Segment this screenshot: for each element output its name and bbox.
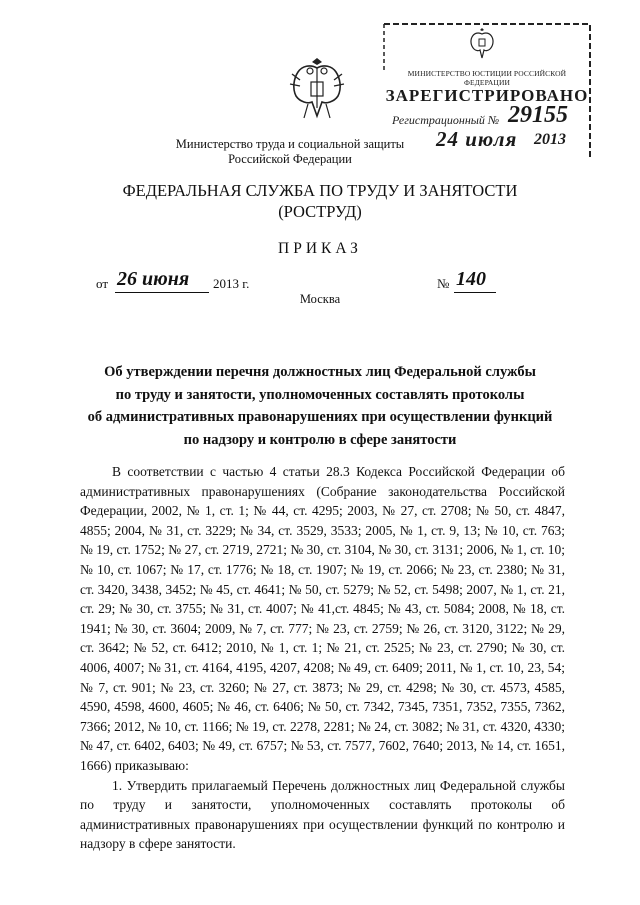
service-title-line-1: ФЕДЕРАЛЬНАЯ СЛУЖБА ПО ТРУДУ И ЗАНЯТОСТИ <box>122 181 518 200</box>
date-prefix: от <box>96 276 109 291</box>
order-title <box>80 361 560 451</box>
number-label: № <box>437 276 450 291</box>
document-type: ПРИКАЗ <box>278 240 362 257</box>
stamp-regnum-label: Регистрационный № <box>392 113 500 127</box>
body-paragraph-item-1: 1. Утвердить прилагаемый Перечень должностных лиц Федеральной службы по труду и занятости, уполномоченных составлять протоколы об административных правонарушениях при осуществлении функций по контролю и надзору в сфере занятости. <box>80 777 565 852</box>
handwritten-number: 140 <box>456 268 486 290</box>
stamp-date-year: 2013 <box>534 131 566 148</box>
order-title-line-1: Об утверждении перечня должностных лиц Федеральной службы <box>104 364 536 380</box>
date-year: 2013 г. <box>213 276 250 291</box>
stamp-handwritten-date: 24 июля <box>436 127 518 151</box>
body-paragraph-preamble: В соответствии с частью 4 статьи 28.3 Кодекса Российской Федерации об административных правонарушениях (Собрание законодательства Российской Федерации, 2002, № 1, ст. 1; № 44, ст. 4295; 2003, № 27, ст. 2708; № 50, ст. 4847, 4855; 2004, № 31, ст. 3229; № 34, ст. 3529, 3533; 2005, № 1, ст. 9, 13; № 10, ст. 763; № 19, ст. 1752; № 27, ст. 2719, 2721; № 30, ст. 3104, № 30, ст. 3131; 2006, № 1, ст. 10; № 10, ст. 1067; № 17, ст. 1776; № 18, ст. 1907; № 19, ст. 2066; № 23, ст. 2380; № 31, ст. 3420, 3438, 3452; № 45, ст. 4641; № 50, ст. 5279; № 52, ст. 5498; 2007, № 1, ст. 21, ст. 29; № 30, ст. 3755; № 31, ст. 4007; № 41,ст. 4845; № 43, ст. 5084; 2008, № 18, ст. 1941; № 30, ст. 3604; 2009, № 7, ст. 777; № 23, ст. 2759; № 26, ст. 3120, 3122; № 29, ст. 3642; № 52, ст. 6412; 2010, № 1, ст. 1; № 21, ст. 2525; № 23, ст. 2790; № 30, ст. 4006, 4007; № 31, ст. 4164, 4195, 4207, 4208; № 49, ст. 6409; 2011, № 1, ст. 10, 23, 54; № 7, ст. 901; № 23, ст. 3260; № 27, ст. 3873; № 29, ст. 4298; № 30, ст. 4573, 4585, 4590, 4598, 4600, 4605; № 46, ст. 6406; № 50, ст. 7342, 7345, 7351, 7352, 7355, 7362, 7366; 2012, № 10, ст. 1166; № 19, ст. 2278, 2281; № 24, ст. 3082; № 31, ст. 4320, 4330; № 47, ст. 6402, 6403; № 49, ст. 6757; № 53, ст. 7577, 7602, 7640; 2013, № 14, ст. 1651, 1666) приказываю: <box>80 464 565 773</box>
order-title-line-3: об административных правонарушениях при осуществлении функций <box>87 409 553 425</box>
ministry-line-1: Министерство труда и социальной защиты <box>175 137 405 151</box>
order-title-line-4: по надзору и контролю в сфере занятости <box>183 431 457 448</box>
ministry-line-2: Российской Федерации <box>228 152 352 166</box>
russian-coat-of-arms-icon <box>288 58 346 124</box>
order-body <box>80 462 565 854</box>
stamp-registered-label: ЗАРЕГИСТРИРОВАНО <box>385 86 589 105</box>
handwritten-date: 26 июня <box>117 268 190 290</box>
order-title-line-2: по труду и занятости, уполномоченных составлять протоколы <box>115 386 525 403</box>
service-title-line-2: (РОСТРУД) <box>278 202 362 221</box>
stamp-ministry-label: МИНИСТЕРСТВО ЮСТИЦИИ РОССИЙСКОЙ ФЕДЕРАЦИИ <box>407 69 567 87</box>
stamp-emblem-icon <box>471 28 493 58</box>
stamp-regnum-value: 29155 <box>508 102 568 128</box>
service-title <box>0 180 640 222</box>
city: Москва <box>299 292 341 306</box>
